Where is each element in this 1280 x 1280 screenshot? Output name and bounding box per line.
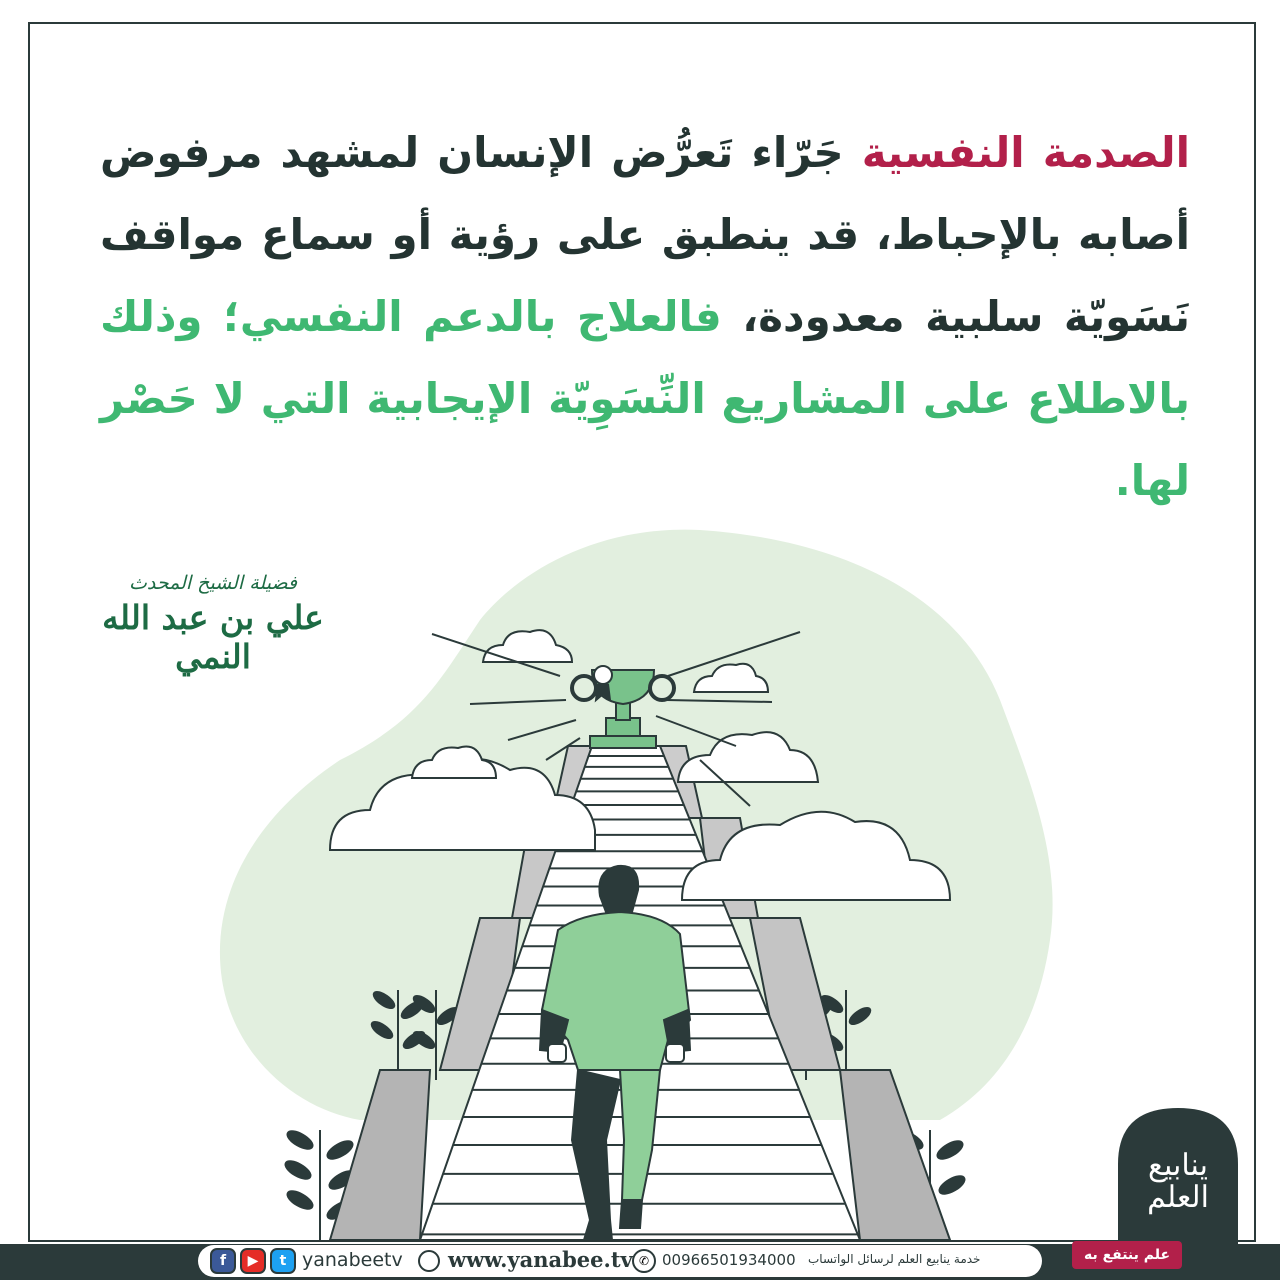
whatsapp-number[interactable]: 00966501934000: [662, 1251, 796, 1269]
social-handle[interactable]: yanabeetv: [302, 1249, 403, 1271]
website-link[interactable]: www.yanabee.tv: [448, 1247, 633, 1272]
quote-highlight-green: فالعلاج بالدعم النفسي؛ وذلك بالاطلاع على المشاريع النِّسَوِيّة الإيجابية التي لا حَصْر لها.: [100, 292, 1190, 505]
youtube-icon[interactable]: ▶: [240, 1248, 266, 1274]
dribbble-icon[interactable]: [418, 1250, 440, 1272]
sheikh-signature: [98, 572, 328, 676]
facebook-icon[interactable]: f: [210, 1248, 236, 1274]
whatsapp-service-label: خدمة ينابيع العلم لرسائل الواتساب: [808, 1252, 981, 1266]
twitter-icon[interactable]: t: [270, 1248, 296, 1274]
quote-body: جَرّاء تَعرُّض الإنسان لمشهد مرفوض أصابه بالإحباط، قد ينطبق على رؤية أو سماع مواقف نَسَويّة سلبية معدودة،: [100, 128, 1190, 341]
sheikh-name: علي بن عبد الله النمي: [102, 598, 324, 676]
logo-text: ينابيع العلم: [1147, 1148, 1209, 1215]
quote-highlight-red: الصدمة النفسية: [861, 128, 1190, 177]
logo-badge: علم ينتفع به: [1072, 1241, 1182, 1269]
whatsapp-icon[interactable]: ✆: [632, 1249, 656, 1273]
sheikh-title: فضيلة الشيخ المحدث: [128, 572, 298, 594]
